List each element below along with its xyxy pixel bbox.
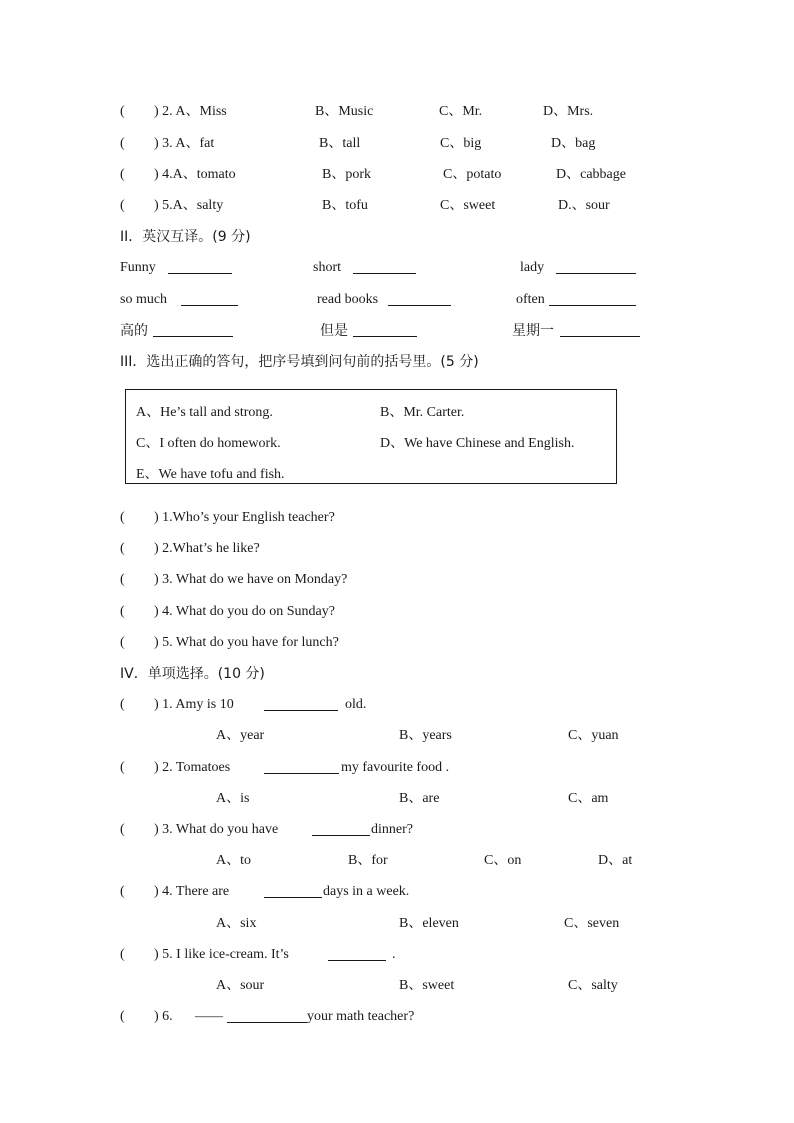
- answer-paren[interactable]: (: [120, 947, 125, 962]
- section-2-heading: II．英汉互译。(9 分): [120, 229, 251, 245]
- answer-paren[interactable]: (: [120, 104, 125, 119]
- answer-blank[interactable]: [264, 883, 322, 898]
- question-text: ) 1. Amy is 10: [154, 697, 234, 712]
- question-text: ) 4. What do you do on Sunday?: [154, 604, 335, 619]
- option-d: D、We have Chinese and English.: [380, 436, 575, 451]
- option-c: C、big: [440, 136, 482, 151]
- option-a[interactable]: A、sour: [216, 978, 265, 993]
- option-b: B、Mr. Carter.: [380, 405, 465, 420]
- term-1: 高的: [120, 323, 148, 339]
- question-text: ) 2. Tomatoes: [154, 760, 231, 775]
- option-a[interactable]: A、year: [216, 728, 265, 743]
- answer-paren[interactable]: (: [120, 884, 125, 899]
- option-a: ) 2. A、Miss: [154, 104, 227, 119]
- option-b[interactable]: B、for: [348, 853, 388, 868]
- option-a[interactable]: A、to: [216, 853, 251, 868]
- term-1: so much: [120, 292, 168, 307]
- option-e: E、We have tofu and fish.: [136, 467, 285, 482]
- question-text: ) 3. What do you have: [154, 822, 279, 837]
- answer-blank[interactable]: [556, 259, 636, 274]
- term-2: 但是: [320, 323, 348, 339]
- option-c: C、potato: [443, 167, 502, 182]
- option-c[interactable]: C、am: [568, 791, 609, 806]
- option-b: B、tall: [319, 136, 361, 151]
- option-c[interactable]: C、yuan: [568, 728, 619, 743]
- question-text-end: old.: [345, 697, 367, 712]
- question-text: ) 2.What’s he like?: [154, 541, 260, 556]
- answer-paren[interactable]: (: [120, 541, 125, 556]
- option-b[interactable]: B、eleven: [399, 916, 459, 931]
- dash: ——: [195, 1009, 223, 1024]
- option-c: C、sweet: [440, 198, 496, 213]
- answer-blank[interactable]: [353, 322, 417, 337]
- answer-blank[interactable]: [353, 259, 416, 274]
- question-text: ) 6.: [154, 1009, 173, 1024]
- option-b: B、tofu: [322, 198, 368, 213]
- answer-paren[interactable]: (: [120, 822, 125, 837]
- option-b[interactable]: B、years: [399, 728, 452, 743]
- question-text-end: .: [392, 947, 396, 962]
- option-d: D.、sour: [558, 198, 610, 213]
- answer-paren[interactable]: (: [120, 572, 125, 587]
- option-c[interactable]: C、seven: [564, 916, 620, 931]
- section-3-heading: III．选出正确的答句，把序号填到问句前的括号里。(5 分): [120, 354, 479, 370]
- question-text-end: days in a week.: [323, 884, 410, 899]
- term-3: often: [516, 292, 545, 307]
- section-4-heading: IV．单项选择。(10 分): [120, 666, 265, 682]
- option-b[interactable]: B、sweet: [399, 978, 455, 993]
- question-text-end: your math teacher?: [307, 1009, 415, 1024]
- question-text: ) 1.Who’s your English teacher?: [154, 510, 335, 525]
- option-d: D、Mrs.: [543, 104, 594, 119]
- answer-blank[interactable]: [181, 291, 238, 306]
- answer-paren[interactable]: (: [120, 198, 125, 213]
- option-a[interactable]: A、six: [216, 916, 257, 931]
- option-d[interactable]: D、at: [598, 853, 633, 868]
- answer-paren[interactable]: (: [120, 1009, 125, 1024]
- answer-blank[interactable]: [312, 821, 370, 836]
- question-text-end: my favourite food .: [341, 760, 450, 775]
- question-text: ) 3. What do we have on Monday?: [154, 572, 348, 587]
- option-a: A、He’s tall and strong.: [136, 405, 273, 420]
- answer-blank[interactable]: [328, 946, 386, 961]
- question-text: ) 5. What do you have for lunch?: [154, 635, 339, 650]
- option-a: ) 5.A、salty: [154, 198, 224, 213]
- answer-blank[interactable]: [153, 322, 233, 337]
- option-a[interactable]: A、is: [216, 791, 250, 806]
- answer-paren[interactable]: (: [120, 136, 125, 151]
- answer-blank[interactable]: [264, 759, 339, 774]
- answer-paren[interactable]: (: [120, 167, 125, 182]
- option-c: C、I often do homework.: [136, 436, 281, 451]
- answer-options-box: [125, 389, 617, 484]
- option-b[interactable]: B、are: [399, 791, 440, 806]
- answer-blank[interactable]: [168, 259, 232, 274]
- answer-paren[interactable]: (: [120, 697, 125, 712]
- question-text: ) 5. I like ice-cream. It’s: [154, 947, 289, 962]
- option-c[interactable]: C、salty: [568, 978, 618, 993]
- option-c[interactable]: C、on: [484, 853, 522, 868]
- option-a: ) 4.A、tomato: [154, 167, 236, 182]
- answer-paren[interactable]: (: [120, 760, 125, 775]
- option-b: B、pork: [322, 167, 371, 182]
- term-3: 星期一: [512, 323, 554, 339]
- answer-blank[interactable]: [227, 1008, 307, 1023]
- answer-blank[interactable]: [388, 291, 451, 306]
- answer-paren[interactable]: (: [120, 510, 125, 525]
- term-1: Funny: [120, 260, 156, 275]
- answer-blank[interactable]: [560, 322, 640, 337]
- answer-paren[interactable]: (: [120, 604, 125, 619]
- answer-blank[interactable]: [264, 696, 338, 711]
- option-a: ) 3. A、fat: [154, 136, 215, 151]
- question-text: ) 4. There are: [154, 884, 230, 899]
- term-3: lady: [520, 260, 545, 275]
- question-text-end: dinner?: [371, 822, 413, 837]
- option-d: D、bag: [551, 136, 596, 151]
- option-c: C、Mr.: [439, 104, 483, 119]
- option-b: B、Music: [315, 104, 374, 119]
- option-d: D、cabbage: [556, 167, 626, 182]
- answer-paren[interactable]: (: [120, 635, 125, 650]
- term-2: short: [313, 260, 341, 275]
- term-2: read books: [317, 292, 379, 307]
- answer-blank[interactable]: [549, 291, 636, 306]
